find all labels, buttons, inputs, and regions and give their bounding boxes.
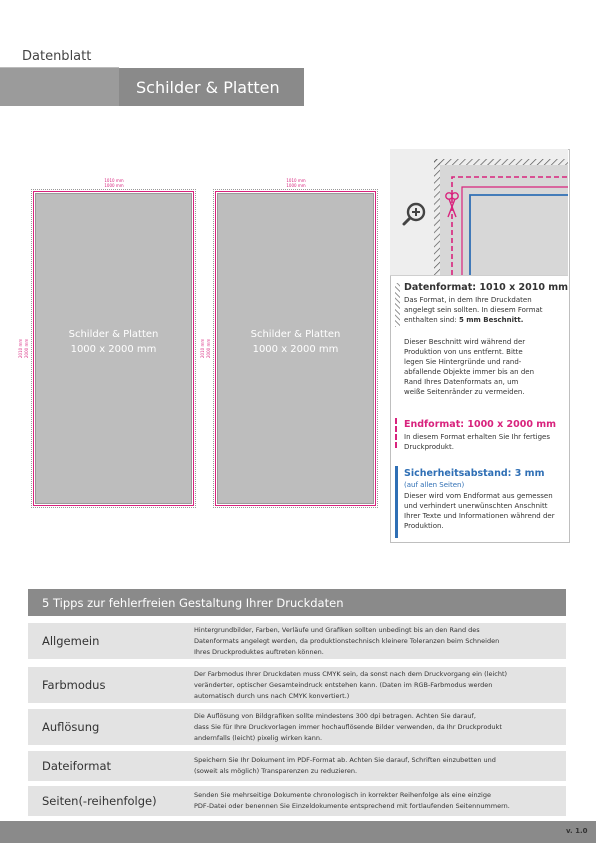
safety-margin-line-4: Produktion. xyxy=(404,522,444,530)
tips-title: 5 Tipps zur fehlerfreien Gestaltung Ihrer Druckdaten xyxy=(42,596,344,610)
end-format-line-1: In diesem Format erhalten Sie Ihr fertiges xyxy=(404,433,551,441)
data-format-line-1: Das Format, in dem Ihre Druckdaten xyxy=(404,296,532,304)
end-format-marker xyxy=(395,418,401,448)
plate-1-dim-side-final: 2000 mm xyxy=(24,338,29,358)
tip-label: Seiten(-reihenfolge) xyxy=(42,794,157,808)
safety-margin-line-1: Dieser wird vom Endformat aus gemessen xyxy=(404,492,553,500)
tip-line: (soweit als möglich) Transparenzen zu reduzieren. xyxy=(194,767,358,775)
corner-detail-illustration xyxy=(390,149,568,276)
bleed-line-4: abfallende Objekte immer bis an den xyxy=(404,368,535,376)
safety-margin-marker xyxy=(395,466,398,538)
plate-2 xyxy=(217,193,374,504)
plate-1-dim-top-data: 1010 mm xyxy=(104,178,124,183)
plate-2-dim-top-data: 1010 mm xyxy=(286,178,306,183)
tip-line: Datenformats angelegt werden, da produktionstechnisch kleinere Toleranzen beim Schneiden xyxy=(194,637,500,645)
tip-line: Hintergrundbilder, Farben, Verläufe und Grafiken sollten unbedingt bis an den Rand des xyxy=(194,626,480,634)
plate-2-dim-side-2 xyxy=(206,190,211,506)
bleed-line-6: weiße Seitenränder zu vermeiden. xyxy=(404,388,525,396)
tip-line: Die Auflösung von Bildgrafiken sollte mindestens 300 dpi betragen. Achten Sie darauf, xyxy=(194,712,476,720)
tip-text xyxy=(194,669,562,702)
bleed-line-5: Rand Ihres Datenformats an, um xyxy=(404,378,519,386)
plate-1-dim-side xyxy=(18,190,23,506)
tip-text xyxy=(194,625,562,658)
tip-line: Speichern Sie Ihr Dokument im PDF-Format ab. Achten Sie darauf, Schriften einzubetten und xyxy=(194,756,496,764)
safety-margin-heading: Sicherheitsabstand: 3 mm xyxy=(404,468,545,479)
safety-margin-text xyxy=(404,491,568,531)
tip-label: Farbmodus xyxy=(42,678,106,692)
tip-row-allgemein xyxy=(28,623,566,659)
title-bar-accent xyxy=(0,68,119,106)
plate-2-dim-top xyxy=(214,178,378,188)
tip-row-seitenreihenfolge xyxy=(28,786,566,816)
plate-1-dim-side-data: 2010 mm xyxy=(18,338,23,358)
tip-text xyxy=(194,755,562,777)
plate-2-dim-side xyxy=(200,190,205,506)
datasheet-label xyxy=(0,48,119,68)
version-label: v. 1.0 xyxy=(566,827,588,835)
plate-2-line-1: Schilder & Platten xyxy=(250,329,341,340)
tip-line: Senden Sie mehrseitige Dokumente chronologisch in korrekter Reihenfolge als eine einzige xyxy=(194,791,491,799)
data-format-line-3: enthalten sind: xyxy=(404,316,459,324)
safety-margin-line-2: und verhindert unerwünschten Anschnitt xyxy=(404,502,548,510)
tip-text xyxy=(194,711,562,744)
end-format-line-2: Druckprodukt. xyxy=(404,443,454,451)
tip-line: Der Farbmodus Ihrer Druckdaten muss CMYK sein, da sonst nach dem Druckvorgang ein (leicht) xyxy=(194,670,508,678)
plate-2-dim-side-final: 2000 mm xyxy=(206,338,211,358)
corner-detail-svg xyxy=(390,149,568,275)
footer-bar xyxy=(0,821,596,843)
tip-line: automatisch durch uns nach CMYK konvertiert.) xyxy=(194,692,350,700)
tip-row-farbmodus xyxy=(28,667,566,703)
data-format-bleed: 5 mm Beschnitt. xyxy=(458,316,524,324)
plate-1-line-2: 1000 x 2000 mm xyxy=(70,344,157,355)
plate-1 xyxy=(35,193,192,504)
plate-1-line-1: Schilder & Platten xyxy=(68,329,159,340)
datasheet-label-text: Datenblatt xyxy=(22,49,92,64)
plate-1-dim-side-2 xyxy=(24,190,29,506)
bleed-text xyxy=(404,337,566,397)
plate-2-dim-side-data: 2010 mm xyxy=(200,338,205,358)
data-format-marker xyxy=(395,283,400,327)
tip-row-dateiformat xyxy=(28,751,566,781)
end-format-text xyxy=(404,432,566,452)
safety-margin-line-3: Ihrer Texte und Informationen während der xyxy=(404,512,555,520)
tip-line: PDF-Datei oder benennen Sie Einzeldokumente entsprechend mit fortlaufenden Seitennummern. xyxy=(194,802,510,810)
tip-label: Auflösung xyxy=(42,720,100,734)
page-title: Schilder & Platten xyxy=(136,78,280,97)
tip-label: Dateiformat xyxy=(42,759,112,773)
bleed-line-2: Produktion von uns entfernt. Bitte xyxy=(404,348,523,356)
plate-1-dim-top xyxy=(32,178,196,188)
plate-2-line-2: 1000 x 2000 mm xyxy=(252,344,339,355)
safety-margin-subheading: (auf allen Seiten) xyxy=(404,481,465,489)
data-format-text xyxy=(404,295,566,325)
data-format-line-2: angelegt sein sollten. In diesem Format xyxy=(404,306,543,314)
tip-row-aufloesung xyxy=(28,709,566,745)
tip-label: Allgemein xyxy=(42,634,100,648)
tip-text xyxy=(194,790,562,812)
plate-1-dim-top-final: 1000 mm xyxy=(104,183,124,188)
tip-line: dass Sie für Ihre Druckvorlagen immer hochauflösende Bilder verwenden, da Ihr Druckprodukt xyxy=(194,723,502,731)
end-format-heading: Endformat: 1000 x 2000 mm xyxy=(404,419,557,430)
plate-2-dim-top-final: 1000 mm xyxy=(286,183,306,188)
tip-line: Ihres Druckproduktes auftreten können. xyxy=(194,648,324,656)
data-format-heading: Datenformat: 1010 x 2010 mm xyxy=(404,282,569,293)
bleed-line-3: legen Sie Hintergründe und rand- xyxy=(404,358,522,366)
tip-line: veränderter, optischer Gesamteindruck entstehen kann. (Daten im RGB-Farbmodus werden xyxy=(194,681,493,689)
bleed-line-1: Dieser Beschnitt wird während der xyxy=(404,338,526,346)
tip-line: andernfalls (leicht) pixelig wirken kann. xyxy=(194,734,323,742)
